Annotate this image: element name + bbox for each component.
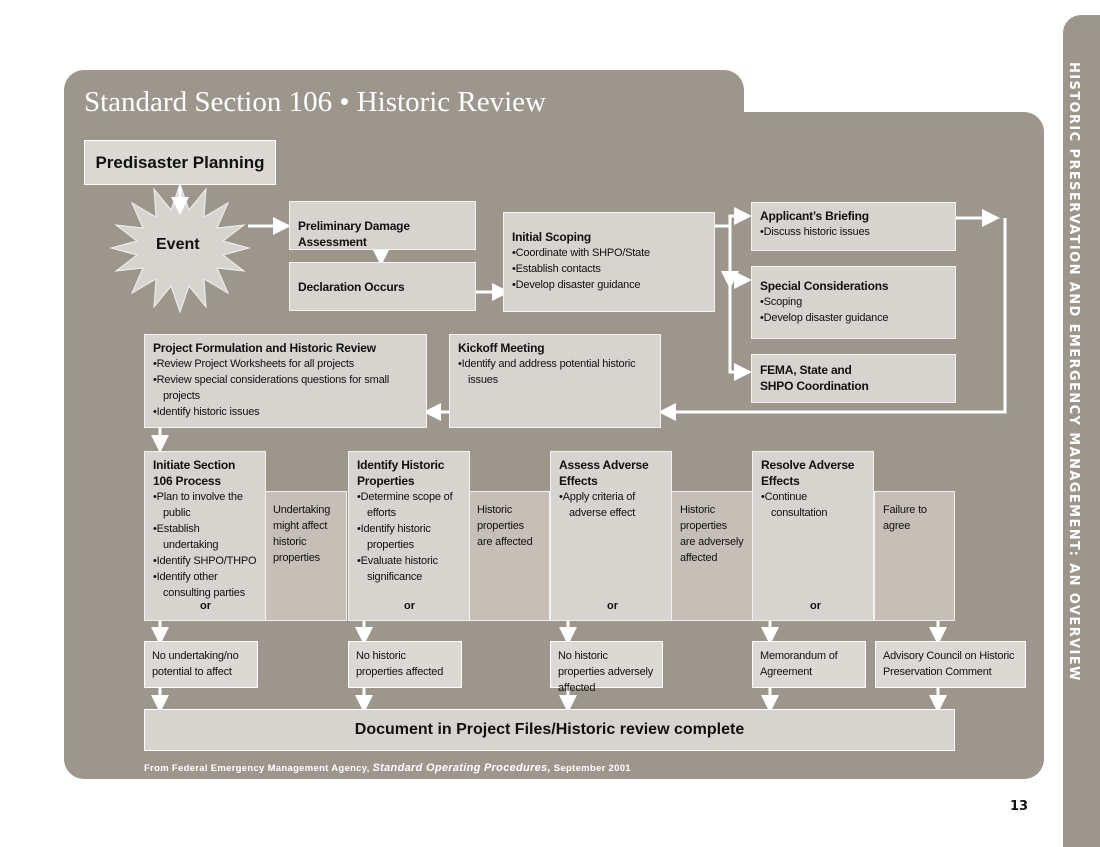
event-label: Event bbox=[156, 236, 200, 253]
step-title: Identify Historic Properties bbox=[357, 458, 445, 488]
initial-scoping-item: • Establish contacts bbox=[512, 261, 706, 277]
condition-text: Historic properties are affected bbox=[477, 504, 533, 548]
kickoff-meeting-item: • Identify and address potential historic issues bbox=[458, 356, 652, 388]
project-formulation-item: • Identify historic issues bbox=[153, 404, 418, 420]
step-title: Assess Adverse Effects bbox=[559, 458, 649, 488]
side-tab-title: HISTORIC PRESERVATION AND EMERGENCY MANAGEMENT: AN OVERVIEW bbox=[1066, 62, 1081, 682]
or-label: or bbox=[607, 600, 618, 612]
condition-box bbox=[874, 491, 955, 621]
kickoff-meeting-box bbox=[449, 334, 661, 428]
declaration-box bbox=[289, 262, 476, 311]
page-number: 13 bbox=[1010, 799, 1029, 814]
applicant-briefing-item: • Discuss historic issues bbox=[760, 224, 947, 240]
advisory-council-box: Advisory Council on Historic Preservation Comment bbox=[875, 641, 1026, 688]
outcome-box: No undertaking/no potential to affect bbox=[144, 641, 258, 688]
condition-box bbox=[264, 491, 347, 621]
declaration-label: Declaration Occurs bbox=[298, 280, 405, 294]
applicant-briefing-title: Applicant’s Briefing bbox=[760, 209, 869, 223]
step-title: Initiate Section 106 Process bbox=[153, 458, 236, 488]
special-considerations-title: Special Considerations bbox=[760, 279, 889, 293]
fema-coordination-line2: SHPO Coordination bbox=[760, 379, 869, 393]
source-publication: Standard Operating Procedures, bbox=[372, 762, 551, 774]
step-item: • Identify other consulting parties bbox=[153, 569, 257, 601]
step-box bbox=[550, 451, 672, 621]
step-item: • Identify historic properties bbox=[357, 521, 461, 553]
step-item: • Establish undertaking bbox=[153, 521, 257, 553]
arrow-to-fema bbox=[730, 280, 743, 372]
source-note bbox=[144, 762, 631, 774]
kickoff-meeting-title: Kickoff Meeting bbox=[458, 341, 545, 355]
special-considerations-item: • Develop disaster guidance bbox=[760, 310, 947, 326]
step-item: • Continue consultation bbox=[761, 489, 865, 521]
step-box bbox=[752, 451, 874, 621]
step-item: • Identify SHPO/THPO bbox=[153, 553, 257, 569]
special-considerations-item: • Scoping bbox=[760, 294, 947, 310]
or-label: or bbox=[810, 600, 821, 612]
step-item: • Apply criteria of adverse effect bbox=[559, 489, 663, 521]
special-considerations-box bbox=[751, 266, 956, 339]
source-prefix: From Federal Emergency Management Agency, bbox=[144, 763, 373, 774]
condition-text: Historic properties are adversely affected bbox=[680, 504, 744, 564]
predisaster-planning-box: Predisaster Planning bbox=[84, 140, 276, 185]
final-document-box: Document in Project Files/Historic review complete bbox=[144, 709, 955, 751]
or-label: or bbox=[404, 600, 415, 612]
condition-text: Undertaking might affect historic properties bbox=[273, 504, 331, 564]
initial-scoping-box bbox=[503, 212, 715, 312]
or-label: or bbox=[200, 600, 211, 612]
fema-coordination-line1: FEMA, State and bbox=[760, 363, 852, 377]
initial-scoping-title: Initial Scoping bbox=[512, 230, 592, 244]
pda-label: Preliminary Damage Assessment bbox=[298, 219, 410, 249]
step-item: • Determine scope of efforts bbox=[357, 489, 461, 521]
project-formulation-item: • Review special considerations questions for small projects bbox=[153, 372, 418, 404]
step-item: • Evaluate historic significance bbox=[357, 553, 461, 585]
project-formulation-title: Project Formulation and Historic Review bbox=[153, 341, 376, 355]
arrow-scoping-applicant bbox=[715, 216, 743, 226]
condition-text: Failure to agree bbox=[883, 504, 927, 532]
fema-coordination-box bbox=[751, 354, 956, 403]
initial-scoping-item: • Develop disaster guidance bbox=[512, 277, 706, 293]
condition-box bbox=[671, 491, 754, 621]
outcome-box: No historic properties adversely affected bbox=[550, 641, 663, 688]
step-box bbox=[144, 451, 266, 621]
initial-scoping-item: • Coordinate with SHPO/State bbox=[512, 245, 706, 261]
outcome-box: No historic properties affected bbox=[348, 641, 462, 688]
applicant-briefing-box bbox=[751, 202, 956, 251]
project-formulation-box bbox=[144, 334, 427, 428]
project-formulation-item: • Review Project Worksheets for all projects bbox=[153, 356, 418, 372]
source-date: September 2001 bbox=[550, 763, 631, 774]
step-title: Resolve Adverse Effects bbox=[761, 458, 855, 488]
outcome-box: Memorandum of Agreement bbox=[752, 641, 866, 688]
condition-box bbox=[468, 491, 550, 621]
diagram-title: Standard Section 106 • Historic Review bbox=[84, 86, 546, 118]
step-item: • Plan to involve the public bbox=[153, 489, 257, 521]
pda-box bbox=[289, 201, 476, 250]
step-box bbox=[348, 451, 470, 621]
